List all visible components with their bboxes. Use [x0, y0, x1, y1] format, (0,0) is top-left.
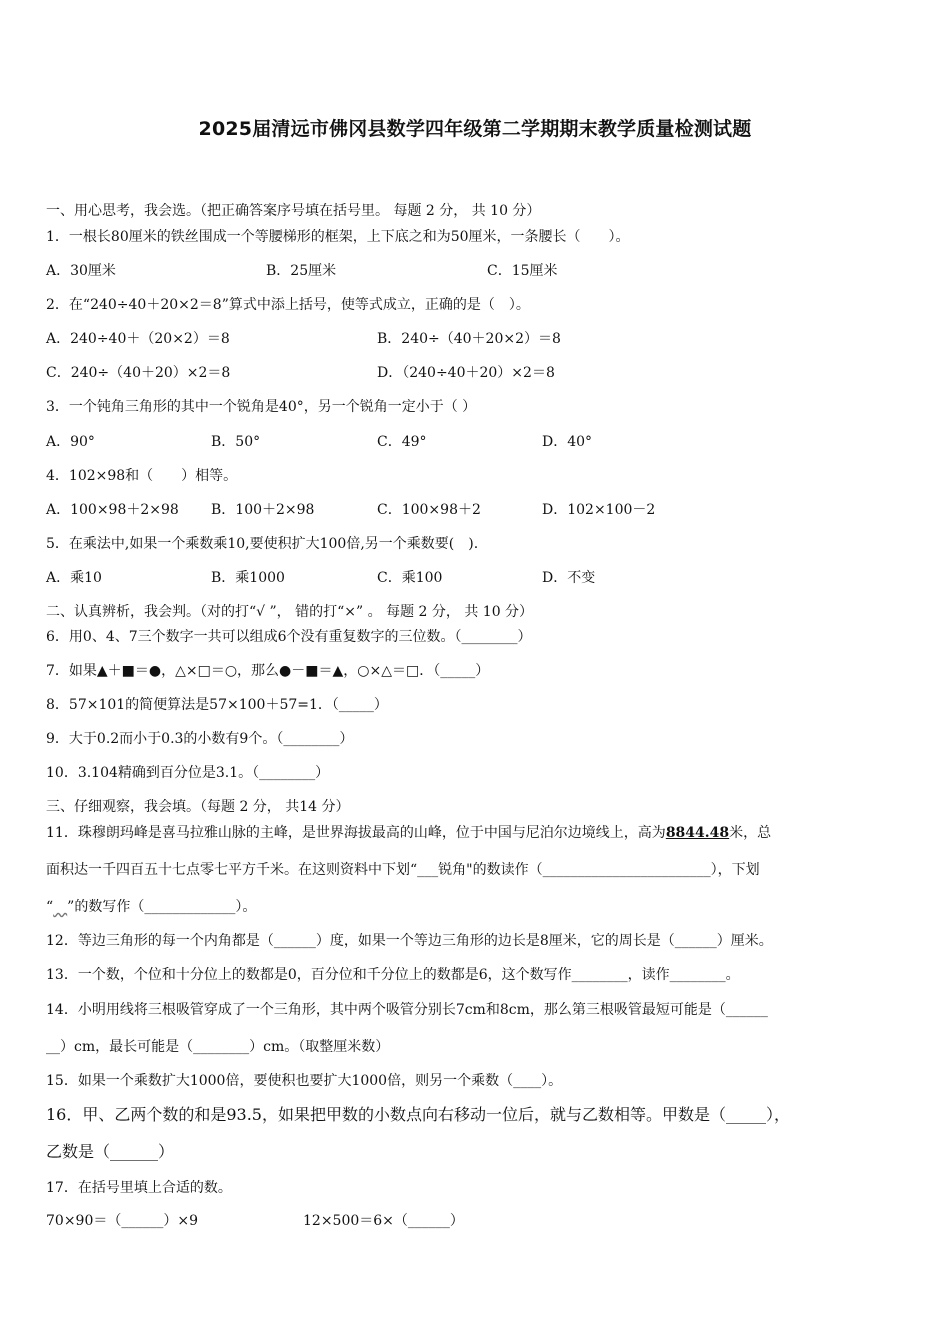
q4-option-d: D．102×100－2 — [542, 502, 656, 518]
q5-option-b: B．乘1000 — [211, 570, 285, 586]
section-2-heading: 二、认真辨析，我会判。（对的打“√ ”， 错的打“×” 。 每题 2 分， 共 10 分） — [46, 604, 534, 620]
q3-option-b: B．50° — [211, 434, 261, 450]
question-11 — [46, 823, 771, 843]
q5-option-d: D．不变 — [542, 570, 596, 586]
q2-option-d: D．（240÷40＋20）×2＝8 — [377, 365, 555, 381]
question-4: 4．102×98和（ ）相等。 — [46, 468, 238, 484]
question-17: 17．在括号里填上合适的数。 — [46, 1180, 232, 1196]
question-11-line-3 — [46, 897, 256, 917]
question-5: 5．在乘法中,如果一个乘数乘10,要使积扩大100倍,另一个乘数要( ). — [46, 536, 479, 552]
question-6: 6．用0、4、7三个数字一共可以组成6个没有重复数字的三位数。（________） — [46, 629, 532, 645]
q1-option-b: B．25厘米 — [266, 263, 337, 279]
q5-option-c: C．乘100 — [377, 570, 443, 586]
q4-option-c: C．100×98＋2 — [377, 502, 481, 518]
q11-underlined-number: 8844.48 — [665, 825, 730, 841]
question-16-line-2: 乙数是（______） — [46, 1142, 175, 1161]
question-14: 14．小明用线将三根吸管穿成了一个三角形，其中两个吸管分别长7cm和8cm，那么第三根吸管最短可能是（______ — [46, 1002, 768, 1018]
q11-text-part1: 11．珠穆朗玛峰是喜马拉雅山脉的主峰，是世界海拔最高的山峰，位于中国与尼泊尔边境线上，高为 — [46, 825, 666, 841]
question-15: 15．如果一个乘数扩大1000倍，要使积也要扩大1000倍，则另一个乘数（____）。 — [46, 1073, 563, 1089]
q4-option-a: A．100×98＋2×98 — [46, 502, 179, 518]
q2-option-c: C．240÷（40＋20）×2＝8 — [46, 365, 231, 381]
question-3: 3．一个钝角三角形的其中一个锐角是40°，另一个锐角一定小于（ ） — [46, 399, 477, 415]
question-7: 7．如果▲＋■＝●，△×□＝○，那么●－■＝▲，○×△＝□．（_____） — [46, 663, 490, 679]
q3-option-c: C．49° — [377, 434, 427, 450]
question-12: 12．等边三角形的每一个内角都是（______）度，如果一个等边三角形的边长是8厘米，它的周长是（______）厘米。 — [46, 933, 773, 949]
question-8: 8．57×101的简便算法是57×100＋57=1．（_____） — [46, 697, 388, 713]
question-9: 9．大于0.2而小于0.3的小数有9个。（________） — [46, 731, 354, 747]
q11-line3-rest: ”的数写作（_____________）。 — [67, 899, 257, 915]
q17-item-b: 12×500＝6×（______） — [303, 1213, 464, 1229]
question-14-line-2: __）cm，最长可能是（________）cm。（取整厘米数） — [46, 1039, 390, 1055]
question-16: 16．甲、乙两个数的和是93.5，如果把甲数的小数点向右移动一位后，就与乙数相等。甲数是（_____）， — [46, 1105, 790, 1124]
q11-quote-open: “ — [46, 899, 54, 915]
section-1-heading: 一、用心思考，我会选。（把正确答案序号填在括号里。 每题 2 分， 共 10 分） — [46, 203, 541, 219]
question-13: 13．一个数，个位和十分位上的数都是0，百分位和千分位上的数都是6，这个数写作________，读作________。 — [46, 967, 740, 983]
q17-item-a: 70×90＝（______）×9 — [46, 1213, 198, 1229]
q11-wavy-underline — [53, 899, 67, 915]
page-title: 2025届清远市佛冈县数学四年级第二学期期末教学质量检测试题 — [198, 118, 752, 140]
q1-option-a: A．30厘米 — [46, 263, 116, 279]
question-11-line-2: 面积达一千四百五十七点零七平方千米。在这则资料中下划“___锐角"的数读作（________________________），下划 — [46, 862, 760, 878]
q3-option-d: D．40° — [542, 434, 593, 450]
q5-option-a: A．乘10 — [46, 570, 102, 586]
section-3-heading: 三、仔细观察，我会填。（每题 2 分， 共14 分） — [46, 799, 350, 815]
question-10: 10．3.104精确到百分位是3.1。（________） — [46, 765, 330, 781]
question-1: 1．一根长80厘米的铁丝围成一个等腰梯形的框架，上下底之和为50厘米，一条腰长（ ）。 — [46, 229, 630, 245]
q11-text-part2: 米，总 — [729, 825, 772, 841]
q2-option-b: B．240÷（40＋20×2）＝8 — [377, 331, 561, 347]
q3-option-a: A．90° — [46, 434, 95, 450]
q4-option-b: B．100＋2×98 — [211, 502, 315, 518]
question-2: 2．在“240÷40＋20×2＝8”算式中添上括号，使等式成立，正确的是（ ）。 — [46, 297, 530, 313]
q2-option-a: A．240÷40＋（20×2）＝8 — [46, 331, 230, 347]
q1-option-c: C．15厘米 — [487, 263, 558, 279]
